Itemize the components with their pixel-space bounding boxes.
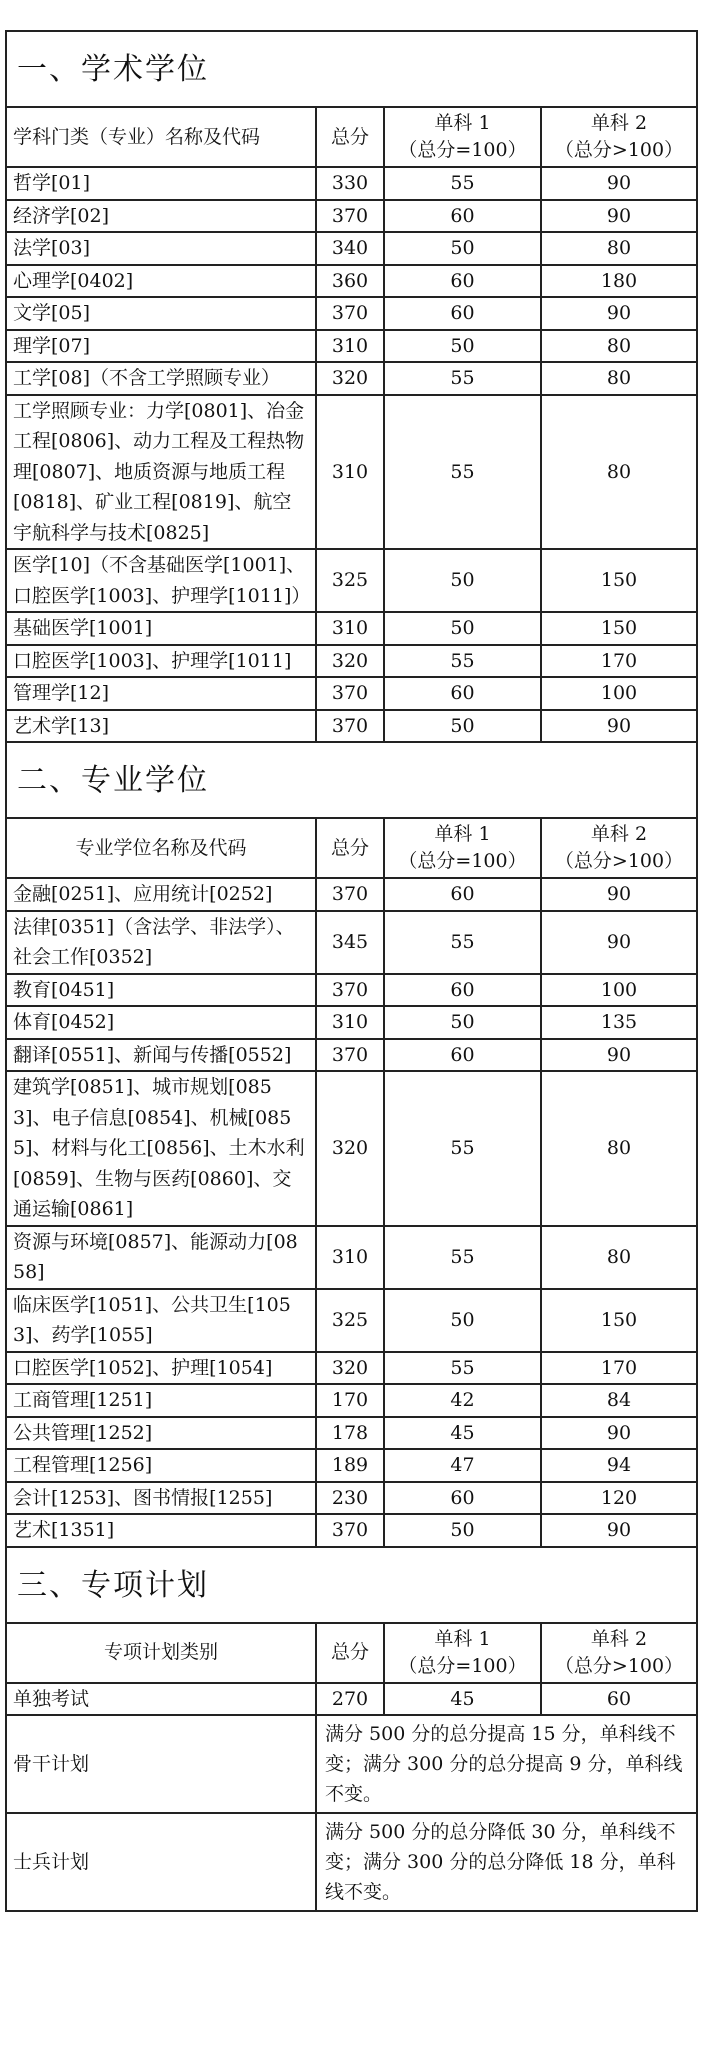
col-header-name: 专项计划类别 xyxy=(6,1623,316,1683)
row-single2: 150 xyxy=(541,612,697,645)
row-total: 189 xyxy=(316,1449,384,1482)
row-single1: 55 xyxy=(384,1352,541,1385)
row-total: 370 xyxy=(316,1514,384,1547)
table-row xyxy=(6,167,697,200)
row-total: 370 xyxy=(316,297,384,330)
row-single2: 80 xyxy=(541,1226,697,1289)
row-name: 文学[05] xyxy=(6,297,316,330)
row-total: 370 xyxy=(316,974,384,1007)
row-single1: 55 xyxy=(384,911,541,974)
table-row xyxy=(6,1039,697,1072)
row-single1: 45 xyxy=(384,1683,541,1716)
row-name: 资源与环境[0857]、能源动力[0858] xyxy=(6,1226,316,1289)
table-row-soldier xyxy=(6,1813,697,1911)
row-name: 会计[1253]、图书情报[1255] xyxy=(6,1482,316,1515)
header-row-academic xyxy=(6,107,697,167)
header-row-professional xyxy=(6,818,697,878)
row-note: 满分 500 分的总分提高 15 分，单科线不变；满分 300 分的总分提高 9 分，单科线不变。 xyxy=(316,1715,697,1813)
table-row xyxy=(6,1417,697,1450)
row-single2: 100 xyxy=(541,974,697,1007)
section-title-professional: 二、专业学位 xyxy=(6,742,697,818)
row-total: 320 xyxy=(316,645,384,678)
row-total: 320 xyxy=(316,1352,384,1385)
row-name: 工学照顾专业：力学[0801]、冶金工程[0806]、动力工程及工程热物理[0807]、地质资源与地质工程 [0818]、矿业工程[0819]、航空宇航科学与技术[0825] xyxy=(6,395,316,550)
row-single1: 55 xyxy=(384,1071,541,1226)
row-name: 管理学[12] xyxy=(6,677,316,710)
col-header-single1: 单科 1 （总分=100） xyxy=(384,818,541,878)
col-header-single1: 单科 1 （总分=100） xyxy=(384,107,541,167)
row-single1: 55 xyxy=(384,395,541,550)
row-total: 370 xyxy=(316,1039,384,1072)
row-single1: 50 xyxy=(384,549,541,612)
row-name: 法律[0351]（含法学、非法学）、社会工作[0352] xyxy=(6,911,316,974)
row-name: 工程管理[1256] xyxy=(6,1449,316,1482)
row-name: 金融[0251]、应用统计[0252] xyxy=(6,878,316,911)
col-header-single2: 单科 2 （总分>100） xyxy=(541,107,697,167)
row-single2: 90 xyxy=(541,1039,697,1072)
row-single2: 150 xyxy=(541,1289,697,1352)
row-single2: 90 xyxy=(541,1514,697,1547)
table-row xyxy=(6,330,697,363)
section-row-academic xyxy=(6,31,697,107)
row-total: 310 xyxy=(316,395,384,550)
table-row xyxy=(6,1384,697,1417)
row-total: 345 xyxy=(316,911,384,974)
row-single1: 55 xyxy=(384,645,541,678)
row-single2: 120 xyxy=(541,1482,697,1515)
row-total: 320 xyxy=(316,1071,384,1226)
col-header-single2: 单科 2 （总分>100） xyxy=(541,818,697,878)
row-total: 370 xyxy=(316,200,384,233)
row-name: 工商管理[1251] xyxy=(6,1384,316,1417)
row-total: 320 xyxy=(316,362,384,395)
row-total: 178 xyxy=(316,1417,384,1450)
section-row-special xyxy=(6,1547,697,1623)
row-name: 法学[03] xyxy=(6,232,316,265)
row-name: 单独考试 xyxy=(6,1683,316,1716)
table-row xyxy=(6,1449,697,1482)
row-total: 370 xyxy=(316,710,384,743)
table-row xyxy=(6,1226,697,1289)
section-title-special: 三、专项计划 xyxy=(6,1547,697,1623)
row-name: 经济学[02] xyxy=(6,200,316,233)
row-single2: 90 xyxy=(541,878,697,911)
row-single2: 80 xyxy=(541,362,697,395)
table-row xyxy=(6,1071,697,1226)
col-header-name: 学科门类（专业）名称及代码 xyxy=(6,107,316,167)
row-name: 艺术[1351] xyxy=(6,1514,316,1547)
row-single2: 135 xyxy=(541,1006,697,1039)
table-row xyxy=(6,1006,697,1039)
professional-rows xyxy=(6,878,697,1547)
row-single2: 80 xyxy=(541,232,697,265)
section-row-professional xyxy=(6,742,697,818)
row-single2: 90 xyxy=(541,167,697,200)
row-single2: 60 xyxy=(541,1683,697,1716)
row-single1: 60 xyxy=(384,297,541,330)
table-row xyxy=(6,1352,697,1385)
row-single1: 50 xyxy=(384,1514,541,1547)
row-total: 340 xyxy=(316,232,384,265)
academic-rows xyxy=(6,167,697,742)
row-name: 翻译[0551]、新闻与传播[0552] xyxy=(6,1039,316,1072)
row-single1: 50 xyxy=(384,330,541,363)
table-row xyxy=(6,911,697,974)
row-single2: 80 xyxy=(541,1071,697,1226)
row-total: 370 xyxy=(316,677,384,710)
row-total: 310 xyxy=(316,1226,384,1289)
row-single2: 170 xyxy=(541,1352,697,1385)
table-row-backbone xyxy=(6,1715,697,1813)
row-total: 170 xyxy=(316,1384,384,1417)
row-single1: 60 xyxy=(384,677,541,710)
row-single1: 55 xyxy=(384,362,541,395)
table-row xyxy=(6,232,697,265)
col-header-single2: 单科 2 （总分>100） xyxy=(541,1623,697,1683)
row-total: 370 xyxy=(316,878,384,911)
row-name: 哲学[01] xyxy=(6,167,316,200)
header-row-special xyxy=(6,1623,697,1683)
col-header-name: 专业学位名称及代码 xyxy=(6,818,316,878)
row-single1: 60 xyxy=(384,878,541,911)
row-single1: 42 xyxy=(384,1384,541,1417)
row-single2: 90 xyxy=(541,1417,697,1450)
col-header-total: 总分 xyxy=(316,1623,384,1683)
row-name: 艺术学[13] xyxy=(6,710,316,743)
row-single1: 60 xyxy=(384,265,541,298)
row-total: 310 xyxy=(316,612,384,645)
score-line-table xyxy=(5,30,698,1912)
row-single2: 80 xyxy=(541,395,697,550)
table-row-single-exam xyxy=(6,1683,697,1716)
row-name: 心理学[0402] xyxy=(6,265,316,298)
row-name: 口腔医学[1003]、护理学[1011] xyxy=(6,645,316,678)
row-single1: 50 xyxy=(384,710,541,743)
row-total: 310 xyxy=(316,330,384,363)
table-row xyxy=(6,612,697,645)
row-note: 满分 500 分的总分降低 30 分，单科线不变；满分 300 分的总分降低 18 分，单科线不变。 xyxy=(316,1813,697,1911)
row-single1: 60 xyxy=(384,974,541,1007)
row-single1: 50 xyxy=(384,612,541,645)
row-total: 330 xyxy=(316,167,384,200)
row-single2: 90 xyxy=(541,297,697,330)
row-name: 士兵计划 xyxy=(6,1813,316,1911)
table-row xyxy=(6,974,697,1007)
score-line-document xyxy=(5,30,696,1912)
table-row xyxy=(6,878,697,911)
row-single1: 50 xyxy=(384,232,541,265)
row-single2: 90 xyxy=(541,710,697,743)
row-name: 理学[07] xyxy=(6,330,316,363)
row-name: 基础医学[1001] xyxy=(6,612,316,645)
table-row xyxy=(6,297,697,330)
row-name: 教育[0451] xyxy=(6,974,316,1007)
col-header-total: 总分 xyxy=(316,818,384,878)
table-row xyxy=(6,1482,697,1515)
row-total: 310 xyxy=(316,1006,384,1039)
row-name: 口腔医学[1052]、护理[1054] xyxy=(6,1352,316,1385)
row-name: 骨干计划 xyxy=(6,1715,316,1813)
row-single2: 180 xyxy=(541,265,697,298)
row-total: 360 xyxy=(316,265,384,298)
table-row xyxy=(6,645,697,678)
row-single1: 60 xyxy=(384,200,541,233)
row-total: 270 xyxy=(316,1683,384,1716)
row-single1: 55 xyxy=(384,1226,541,1289)
row-single1: 45 xyxy=(384,1417,541,1450)
row-single1: 55 xyxy=(384,167,541,200)
table-row xyxy=(6,1514,697,1547)
table-row xyxy=(6,362,697,395)
row-single1: 47 xyxy=(384,1449,541,1482)
table-row xyxy=(6,395,697,550)
row-total: 230 xyxy=(316,1482,384,1515)
row-single2: 150 xyxy=(541,549,697,612)
row-single1: 60 xyxy=(384,1039,541,1072)
row-name: 体育[0452] xyxy=(6,1006,316,1039)
row-single2: 90 xyxy=(541,200,697,233)
row-single2: 90 xyxy=(541,911,697,974)
row-name: 建筑学[0851]、城市规划[0853]、电子信息[0854]、机械[0855]、材料与化工[0856]、土木水利[0859]、生物与医药[0860]、交通运输[0861] xyxy=(6,1071,316,1226)
col-header-total: 总分 xyxy=(316,107,384,167)
row-total: 325 xyxy=(316,1289,384,1352)
table-row xyxy=(6,200,697,233)
row-name: 公共管理[1252] xyxy=(6,1417,316,1450)
row-total: 325 xyxy=(316,549,384,612)
row-single2: 170 xyxy=(541,645,697,678)
row-single1: 60 xyxy=(384,1482,541,1515)
row-name: 工学[08]（不含工学照顾专业） xyxy=(6,362,316,395)
row-single2: 100 xyxy=(541,677,697,710)
table-row xyxy=(6,710,697,743)
row-single1: 50 xyxy=(384,1289,541,1352)
row-single2: 84 xyxy=(541,1384,697,1417)
row-name: 医学[10]（不含基础医学[1001]、口腔医学[1003]、护理学[1011]） xyxy=(6,549,316,612)
row-name: 临床医学[1051]、公共卫生[1053]、药学[1055] xyxy=(6,1289,316,1352)
row-single2: 80 xyxy=(541,330,697,363)
table-row xyxy=(6,677,697,710)
section-title-academic: 一、学术学位 xyxy=(6,31,697,107)
table-row xyxy=(6,1289,697,1352)
row-single2: 94 xyxy=(541,1449,697,1482)
col-header-single1: 单科 1 （总分=100） xyxy=(384,1623,541,1683)
table-row xyxy=(6,549,697,612)
row-single1: 50 xyxy=(384,1006,541,1039)
table-row xyxy=(6,265,697,298)
